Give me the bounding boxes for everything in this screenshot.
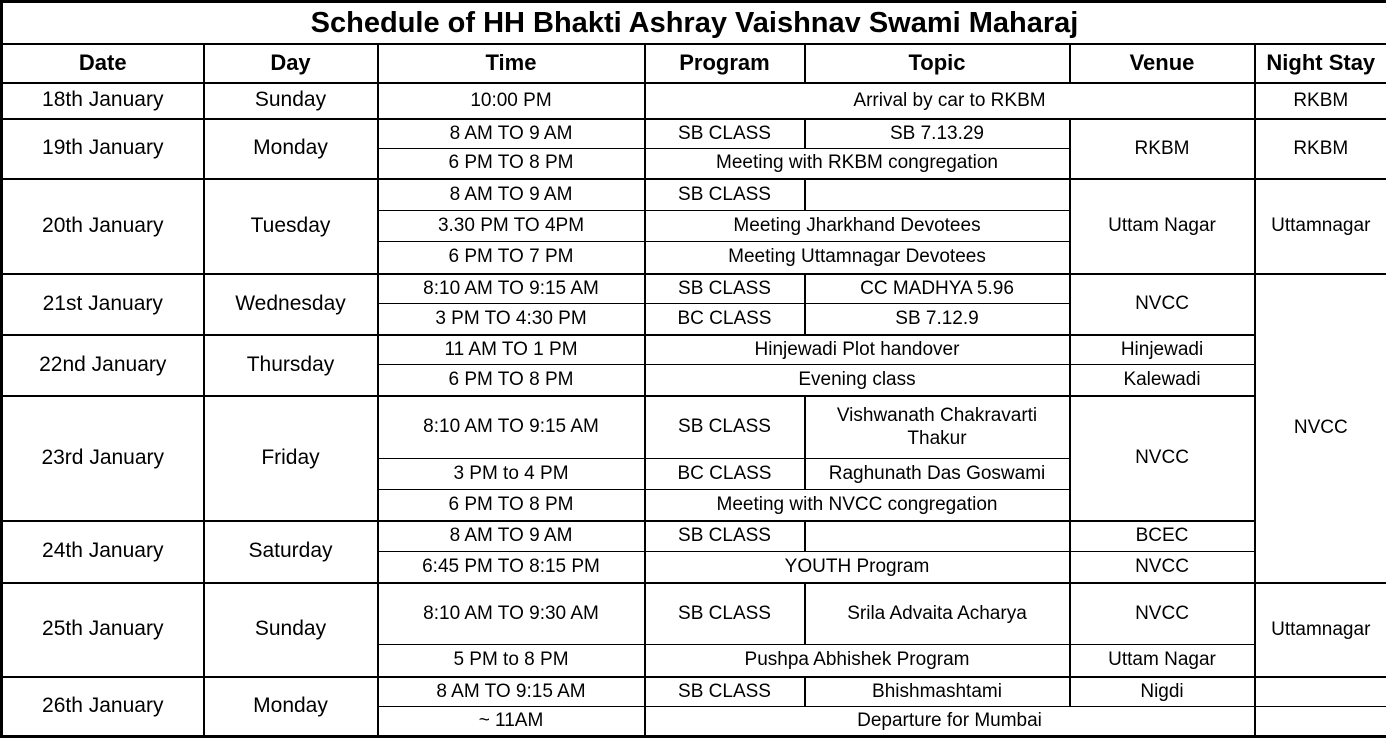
night-stay-cell: [1255, 677, 1386, 707]
event-cell: Pushpa Abhishek Program: [645, 645, 1070, 677]
date-cell: 21st January: [2, 274, 204, 335]
program-cell: SB CLASS: [645, 179, 805, 211]
venue-cell: NVCC: [1070, 552, 1255, 583]
topic-cell: Vishwanath Chakravarti Thakur: [805, 396, 1070, 459]
col-header-day: Day: [204, 44, 378, 83]
page-title: Schedule of HH Bhakti Ashray Vaishnav Swami Maharaj: [2, 2, 1386, 44]
time-cell: 6 PM TO 7 PM: [378, 242, 645, 274]
event-cell: Meeting Jharkhand Devotees: [645, 211, 1070, 242]
topic-cell: [805, 179, 1070, 211]
night-stay-cell: RKBM: [1255, 83, 1386, 119]
venue-cell: Uttam Nagar: [1070, 645, 1255, 677]
event-cell: Departure for Mumbai: [645, 707, 1255, 737]
day-cell: Wednesday: [204, 274, 378, 335]
venue-cell: Uttam Nagar: [1070, 179, 1255, 274]
time-cell: 6:45 PM TO 8:15 PM: [378, 552, 645, 583]
night-stay-cell: Uttamnagar: [1255, 179, 1386, 274]
event-cell: Arrival by car to RKBM: [645, 83, 1255, 119]
topic-cell: SB 7.12.9: [805, 304, 1070, 335]
day-cell: Tuesday: [204, 179, 378, 274]
day-cell: Sunday: [204, 83, 378, 119]
time-cell: 3 PM TO 4:30 PM: [378, 304, 645, 335]
date-cell: 20th January: [2, 179, 204, 274]
col-header-topic: Topic: [805, 44, 1070, 83]
program-cell: SB CLASS: [645, 119, 805, 149]
time-cell: 6 PM TO 8 PM: [378, 149, 645, 179]
venue-cell: Hinjewadi: [1070, 335, 1255, 365]
program-cell: BC CLASS: [645, 304, 805, 335]
time-cell: 3 PM to 4 PM: [378, 459, 645, 490]
day-cell: Thursday: [204, 335, 378, 396]
date-cell: 23rd January: [2, 396, 204, 521]
program-cell: BC CLASS: [645, 459, 805, 490]
venue-cell: BCEC: [1070, 521, 1255, 552]
day-cell: Friday: [204, 396, 378, 521]
topic-cell: Srila Advaita Acharya: [805, 583, 1070, 645]
time-cell: 8:10 AM TO 9:15 AM: [378, 274, 645, 304]
col-header-venue: Venue: [1070, 44, 1255, 83]
night-stay-cell: NVCC: [1255, 274, 1386, 583]
time-cell: 8 AM TO 9 AM: [378, 521, 645, 552]
day-cell: Monday: [204, 119, 378, 179]
event-cell: Evening class: [645, 365, 1070, 396]
time-cell: 3.30 PM TO 4PM: [378, 211, 645, 242]
col-header-program: Program: [645, 44, 805, 83]
time-cell: 6 PM TO 8 PM: [378, 490, 645, 521]
time-cell: 5 PM to 8 PM: [378, 645, 645, 677]
time-cell: 8:10 AM TO 9:15 AM: [378, 396, 645, 459]
date-cell: 18th January: [2, 83, 204, 119]
event-cell: Meeting Uttamnagar Devotees: [645, 242, 1070, 274]
date-cell: 26th January: [2, 677, 204, 737]
night-stay-cell: [1255, 707, 1386, 737]
topic-cell: Raghunath Das Goswami: [805, 459, 1070, 490]
date-cell: 19th January: [2, 119, 204, 179]
venue-cell: Nigdi: [1070, 677, 1255, 707]
venue-cell: RKBM: [1070, 119, 1255, 179]
time-cell: 8 AM TO 9 AM: [378, 119, 645, 149]
time-cell: 8 AM TO 9 AM: [378, 179, 645, 211]
program-cell: SB CLASS: [645, 274, 805, 304]
night-stay-cell: RKBM: [1255, 119, 1386, 179]
time-cell: 10:00 PM: [378, 83, 645, 119]
event-cell: Meeting with RKBM congregation: [645, 149, 1070, 179]
col-header-night-stay: Night Stay: [1255, 44, 1386, 83]
program-cell: SB CLASS: [645, 396, 805, 459]
col-header-time: Time: [378, 44, 645, 83]
topic-cell: Bhishmashtami: [805, 677, 1070, 707]
topic-cell: SB 7.13.29: [805, 119, 1070, 149]
time-cell: 6 PM TO 8 PM: [378, 365, 645, 396]
event-cell: Meeting with NVCC congregation: [645, 490, 1070, 521]
program-cell: SB CLASS: [645, 677, 805, 707]
topic-cell: CC MADHYA 5.96: [805, 274, 1070, 304]
day-cell: Saturday: [204, 521, 378, 583]
time-cell: 8:10 AM TO 9:30 AM: [378, 583, 645, 645]
date-cell: 24th January: [2, 521, 204, 583]
topic-cell: [805, 521, 1070, 552]
event-cell: YOUTH Program: [645, 552, 1070, 583]
day-cell: Sunday: [204, 583, 378, 677]
time-cell: ~ 11AM: [378, 707, 645, 737]
venue-cell: NVCC: [1070, 583, 1255, 645]
program-cell: SB CLASS: [645, 521, 805, 552]
time-cell: 8 AM TO 9:15 AM: [378, 677, 645, 707]
day-cell: Monday: [204, 677, 378, 737]
program-cell: SB CLASS: [645, 583, 805, 645]
venue-cell: NVCC: [1070, 396, 1255, 521]
night-stay-cell: Uttamnagar: [1255, 583, 1386, 677]
venue-cell: NVCC: [1070, 274, 1255, 335]
date-cell: 25th January: [2, 583, 204, 677]
date-cell: 22nd January: [2, 335, 204, 396]
venue-cell: Kalewadi: [1070, 365, 1255, 396]
time-cell: 11 AM TO 1 PM: [378, 335, 645, 365]
event-cell: Hinjewadi Plot handover: [645, 335, 1070, 365]
col-header-date: Date: [2, 44, 204, 83]
